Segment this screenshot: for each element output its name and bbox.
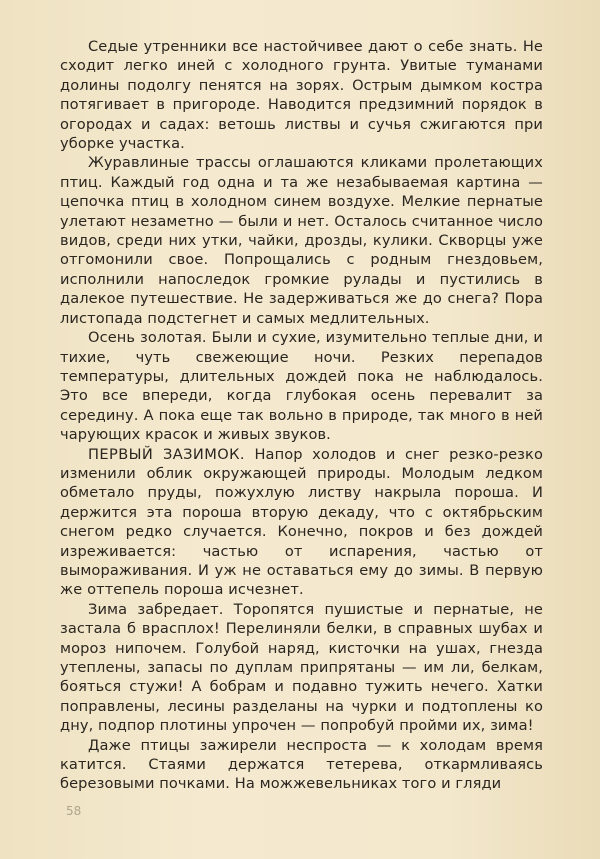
page-body-text: [60, 37, 543, 794]
paragraph: Осень золотая. Были и сухие, изумительно теплые дни, и тихие, чуть свежеющие ночи. Резких перепадов температуры, длительных дождей пока не наблюдалось. Это все впереди, когда глубокая осень перевалит за середину. А пока еще так вольно в природе, так много в ней чарующих красок и живых звуков.: [60, 329, 543, 444]
paragraph-with-heading: [60, 445, 543, 600]
paragraph: Даже птицы зажирели неспроста — к холодам время катится. Стаями держатся тетерева, откармливаясь березовыми почками. На можжевельниках того и гляди: [60, 736, 543, 793]
paragraph: Журавлиные трассы оглашаются кликами пролетающих птиц. Каждый год одна и та же незабываемая картина — цепочка птиц в холодном синем воздухе. Мелкие пернатые улетают незаметно — были и нет. Осталось считанное число видов, среди них утки, чайки, дрозды, кулики. Скворцы уже отгомонили свое. Попрощались с родным гнездовьем, исполнили напоследок громкие рулады и пустились в далекое путешествие. Не задерживаться же до снега? Пора листопада подстегнет и самых медлительных.: [60, 154, 543, 327]
page-number: 58: [66, 804, 82, 818]
paragraph-text: Напор холодов и снег резко-резко изменили облик окружающей природы. Молодым ледком обметало пруды, пожухлую листву накрыла пороша. И держится эта пороша вторую декаду, что с октябрьским снегом редко случается. Конечно, покров и без дождей изреживается: частью от испарения, частью от вымораживания. И уж не оставаться ему до зимы. В первую же оттепель пороша исчезнет.: [60, 445, 543, 599]
paragraph: Седые утренники все настойчивее дают о себе знать. Не сходит легко иней с холодного грунта. Увитые туманами долины подолгу пенятся на зорях. Острым дымком костра потягивает в пригороде. Наводится предзимний порядок в огородах и садах: ветошь листвы и сучья сжигаются при уборке участка.: [60, 38, 543, 153]
section-heading: ПЕРВЫЙ ЗАЗИМОК.: [88, 445, 245, 463]
paragraph: Зима забредает. Торопятся пушистые и пернатые, не застала б врасплох! Перелиняли белки, в справных шубах и мороз нипочем. Голубой наряд, кисточки на ушах, гнезда утеплены, запасы по дуплам припрятаны — им ли, белкам, бояться стужи! А бобрам и подавно тужить нечего. Хатки поправлены, лесины разделаны на чурки и подтоплены ко дну, подпор плотины упрочен — попробуй пройми их, зима!: [60, 600, 543, 735]
